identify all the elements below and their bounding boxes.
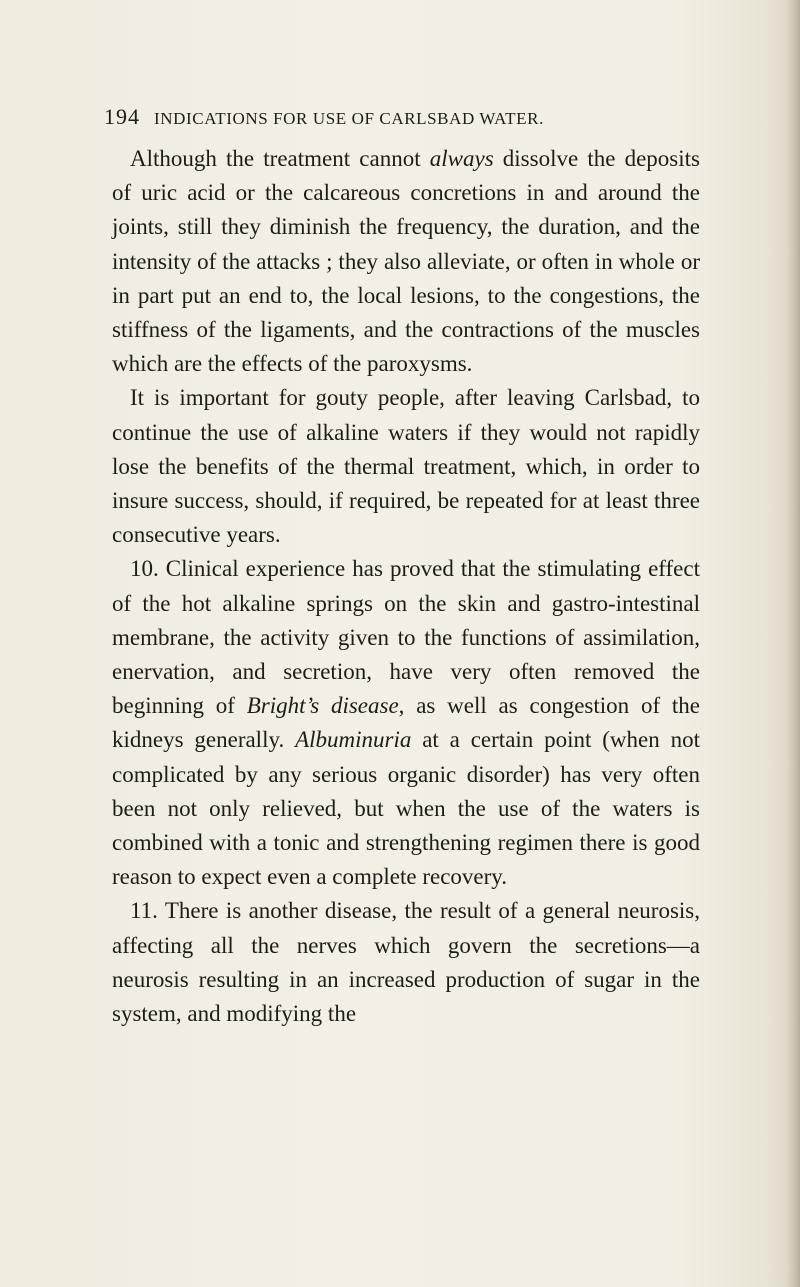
page-edge-shadow bbox=[786, 0, 800, 1287]
paragraph-text: 10. Clinical experience has proved that the stimulating effect of the hot alkaline springs on the skin and gastro-intestinal membrane, the activity given to the functions of assimilation, enervation, and secretion, have very often removed the beginning of bbox=[112, 556, 700, 719]
page-number: 194 bbox=[104, 104, 140, 129]
body-text bbox=[112, 142, 700, 1031]
paragraph-text: at a certain point (when not complicated by any serious organic disorder) has very often been not only relieved, but when the use of the waters is combined with a tonic and strengthening regimen there is good reason to expect even a complete recovery. bbox=[112, 727, 700, 890]
italic-text: Bright’s disease bbox=[246, 693, 399, 719]
paragraph-neurosis: 11. There is another disease, the result of a general neurosis, affecting all the nerves which govern the secretions—a neurosis resulting in an increased production of sugar in the system, and modifying the bbox=[112, 898, 700, 1027]
paragraph-text: dissolve the deposits of uric acid or the calcareous concretions in and around the joints, still they diminish the frequency, the duration, and the intensity of the attacks ; they also alleviate, or often in whole or in part put an end to, the local lesions, to the congestions, the stiffness of the ligaments, and the contractions of the muscles which are the effects of the paroxysms. bbox=[112, 146, 700, 377]
paragraph-brights-disease bbox=[112, 552, 700, 894]
page-header bbox=[104, 104, 704, 134]
paragraph-text: , as well as congestion of the kidneys generally. bbox=[112, 693, 700, 753]
paragraph-uric-acid bbox=[112, 142, 700, 381]
running-head: INDICATIONS FOR USE OF CARLSBAD WATER. bbox=[154, 109, 544, 128]
italic-text: Albuminuria bbox=[295, 727, 412, 753]
paragraph-gouty-people: It is important for gouty people, after leaving Carlsbad, to continue the use of alkaline waters if they would not rapidly lose the benefits of the thermal treatment, which, in order to insure success, should, if required, be repeated for at least three consecutive years. bbox=[112, 385, 700, 548]
italic-text: always bbox=[429, 146, 494, 171]
paragraph-text: Although the treatment cannot bbox=[130, 146, 430, 171]
